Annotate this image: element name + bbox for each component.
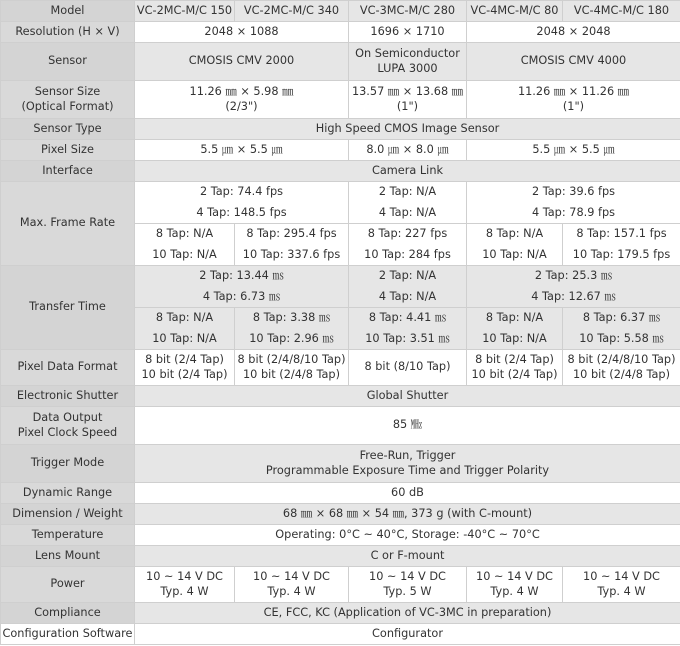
value-line: 4 Tap: 6.73 ㎳ [202, 289, 281, 303]
value-line: 2 Tap: 25.3 ㎳ [534, 269, 613, 283]
row-dimension [1, 504, 680, 525]
label-line: Data Output [32, 411, 103, 425]
spec-value: 8.0 ㎛ × 8.0 ㎛ [349, 140, 467, 161]
spec-value [135, 308, 235, 350]
spec-value [349, 43, 467, 81]
spec-value [235, 224, 349, 266]
row-label: Power [1, 567, 135, 603]
value-line: 10 ~ 14 V DC [253, 570, 330, 584]
value-line: 4 Tap: 148.5 fps [196, 205, 287, 219]
value-line: 11.26 ㎜ × 5.98 ㎜ [189, 85, 294, 99]
value-line: 10 Tap: 179.5 fps [572, 247, 671, 261]
spec-value [135, 567, 235, 603]
row-label: Dimension / Weight [1, 504, 135, 525]
value-line: 8 bit (2/4/8/10 Tap) [567, 353, 676, 367]
value-line: 10 Tap: N/A [482, 331, 547, 345]
row-label: Resolution (H × V) [1, 22, 135, 43]
spec-value [349, 81, 467, 119]
value-line: 8 Tap: 6.37 ㎳ [582, 311, 661, 325]
row-pixel-format [1, 350, 680, 386]
value-line: 10 Tap: N/A [482, 247, 547, 261]
spec-value [349, 182, 467, 224]
spec-value: 68 ㎜ × 68 ㎜ × 54 ㎜, 373 g (with C-mount) [135, 504, 680, 525]
label-line: Sensor Size [34, 85, 101, 99]
row-label: Electronic Shutter [1, 386, 135, 407]
value-line: Typ. 4 W [267, 584, 316, 598]
value-line: 8 Tap: 157.1 fps [576, 227, 667, 241]
value-line: 8 Tap: N/A [485, 227, 544, 241]
value-line: Free-Run, Trigger [359, 449, 456, 463]
spec-value: Camera Link [135, 161, 680, 182]
spec-value [235, 350, 349, 386]
spec-value [467, 81, 680, 119]
row-label: Configuration Software [1, 624, 135, 645]
row-label: Dynamic Range [1, 483, 135, 504]
row-trigger [1, 445, 680, 483]
spec-value [563, 224, 680, 266]
value-line: 13.57 ㎜ × 13.68 ㎜ [351, 85, 464, 99]
spec-value [135, 182, 349, 224]
spec-value: CMOSIS CMV 4000 [467, 43, 680, 81]
spec-value [467, 224, 563, 266]
label-line: Pixel Clock Speed [17, 425, 118, 439]
value-line: 4 Tap: 12.67 ㎳ [531, 289, 616, 303]
spec-value [235, 308, 349, 350]
row-model [1, 1, 680, 22]
value-line: 4 Tap: N/A [378, 289, 437, 303]
row-resolution [1, 22, 680, 43]
row-label: Compliance [1, 603, 135, 624]
spec-value [349, 224, 467, 266]
value-line: 11.26 ㎜ × 11.26 ㎜ [517, 85, 630, 99]
row-shutter [1, 386, 680, 407]
value-line: 10 Tap: 284 fps [364, 247, 451, 261]
row-clock-speed [1, 407, 680, 445]
value-line: 2 Tap: N/A [378, 185, 437, 199]
row-label: Pixel Data Format [1, 350, 135, 386]
value-line: (1") [562, 99, 585, 113]
value-line: 8 Tap: 295.4 fps [246, 227, 337, 241]
value-line: 2 Tap: 39.6 fps [531, 185, 616, 199]
spec-value: C or F-mount [135, 546, 680, 567]
value-line: 10 bit (2/4 Tap) [471, 367, 558, 381]
value-line: Typ. 4 W [490, 584, 539, 598]
spec-value: CE, FCC, KC (Application of VC-3MC in preparation) [135, 603, 680, 624]
spec-value [135, 445, 680, 483]
value-line: 8 Tap: 4.41 ㎳ [368, 311, 447, 325]
value-line: 10 Tap: 2.96 ㎳ [249, 331, 334, 345]
value-line: On Semiconductor [355, 47, 460, 61]
spec-value: 60 dB [135, 483, 680, 504]
value-line: Typ. 5 W [383, 584, 432, 598]
row-label: Sensor [1, 43, 135, 81]
value-line: 10 ~ 14 V DC [146, 570, 223, 584]
spec-value [235, 567, 349, 603]
spec-value: 1696 × 1710 [349, 22, 467, 43]
row-temperature [1, 525, 680, 546]
spec-value: 5.5 ㎛ × 5.5 ㎛ [135, 140, 349, 161]
row-pixel-size [1, 140, 680, 161]
model-name: VC-2MC-M/C 340 [235, 1, 349, 22]
spec-value: Global Shutter [135, 386, 680, 407]
row-label: Model [1, 1, 135, 22]
value-line: 8 Tap: N/A [155, 227, 214, 241]
row-label: Sensor Type [1, 119, 135, 140]
value-line: 4 Tap: 78.9 fps [531, 205, 616, 219]
value-line: 8 Tap: 227 fps [367, 227, 448, 241]
row-label: Pixel Size [1, 140, 135, 161]
spec-value [349, 266, 467, 308]
value-line: 8 Tap: N/A [155, 311, 214, 325]
row-frame-rate [1, 182, 680, 224]
row-compliance [1, 603, 680, 624]
row-label: Lens Mount [1, 546, 135, 567]
row-label: Max. Frame Rate [1, 182, 135, 266]
value-line: 10 bit (2/4 Tap) [141, 367, 228, 381]
value-line: 8 Tap: N/A [485, 311, 544, 325]
row-label: Transfer Time [1, 266, 135, 350]
spec-value [467, 350, 563, 386]
spec-value [563, 567, 680, 603]
spec-value: CMOSIS CMV 2000 [135, 43, 349, 81]
spec-value [563, 350, 680, 386]
value-line: 8 bit (2/4/8/10 Tap) [237, 353, 346, 367]
spec-value: 5.5 ㎛ × 5.5 ㎛ [467, 140, 680, 161]
row-lens-mount [1, 546, 680, 567]
spec-value: Operating: 0°C ~ 40°C, Storage: -40°C ~ 70°C [135, 525, 680, 546]
spec-value [349, 308, 467, 350]
row-sensor-type [1, 119, 680, 140]
value-line: Typ. 4 W [160, 584, 209, 598]
row-label: Temperature [1, 525, 135, 546]
model-name: VC-4MC-M/C 180 [563, 1, 680, 22]
value-line: 2 Tap: N/A [378, 269, 437, 283]
row-label [1, 407, 135, 445]
row-dynamic-range [1, 483, 680, 504]
row-power [1, 567, 680, 603]
label-line: (Optical Format) [21, 99, 114, 113]
value-line: 8 Tap: 3.38 ㎳ [252, 311, 331, 325]
row-sensor [1, 43, 680, 81]
value-line: 10 ~ 14 V DC [369, 570, 446, 584]
value-line: 10 ~ 14 V DC [583, 570, 660, 584]
value-line: 8 bit (2/4 Tap) [475, 353, 554, 367]
row-label: Interface [1, 161, 135, 182]
row-software [1, 624, 680, 645]
value-line: 10 Tap: N/A [152, 331, 217, 345]
spec-value: 85 ㎒ [135, 407, 680, 445]
row-interface [1, 161, 680, 182]
spec-value: 2048 × 2048 [467, 22, 680, 43]
spec-value [135, 224, 235, 266]
spec-value [467, 182, 680, 224]
spec-value: High Speed CMOS Image Sensor [135, 119, 680, 140]
value-line: Typ. 4 W [597, 584, 646, 598]
spec-value [467, 567, 563, 603]
row-transfer-time [1, 266, 680, 308]
value-line: 10 Tap: N/A [152, 247, 217, 261]
model-name: VC-4MC-M/C 80 [467, 1, 563, 22]
spec-value [135, 81, 349, 119]
value-line: Programmable Exposure Time and Trigger Polarity [265, 463, 550, 477]
value-line: 2 Tap: 13.44 ㎳ [199, 269, 284, 283]
value-line: 4 Tap: N/A [378, 205, 437, 219]
spec-value: 8 bit (8/10 Tap) [349, 350, 467, 386]
value-line: LUPA 3000 [377, 61, 438, 75]
model-name: VC-3MC-M/C 280 [349, 1, 467, 22]
value-line: (2/3") [225, 99, 258, 113]
spec-value: 2048 × 1088 [135, 22, 349, 43]
value-line: 10 Tap: 337.6 fps [242, 247, 341, 261]
spec-value [135, 350, 235, 386]
row-label: Trigger Mode [1, 445, 135, 483]
spec-value [563, 308, 680, 350]
spec-value: Configurator [135, 624, 680, 645]
value-line: 10 Tap: 3.51 ㎳ [365, 331, 450, 345]
value-line: 10 Tap: 5.58 ㎳ [579, 331, 664, 345]
spec-value [467, 308, 563, 350]
row-label [1, 81, 135, 119]
spec-value [135, 266, 349, 308]
value-line: 2 Tap: 74.4 fps [199, 185, 284, 199]
value-line: 10 bit (2/4/8 Tap) [243, 367, 340, 381]
value-line: 10 bit (2/4/8 Tap) [573, 367, 670, 381]
spec-value [349, 567, 467, 603]
row-sensor-size [1, 81, 680, 119]
value-line: 8 bit (2/4 Tap) [145, 353, 224, 367]
spec-value [467, 266, 680, 308]
value-line: (1") [396, 99, 419, 113]
model-name: VC-2MC-M/C 150 [135, 1, 235, 22]
value-line: 10 ~ 14 V DC [476, 570, 553, 584]
